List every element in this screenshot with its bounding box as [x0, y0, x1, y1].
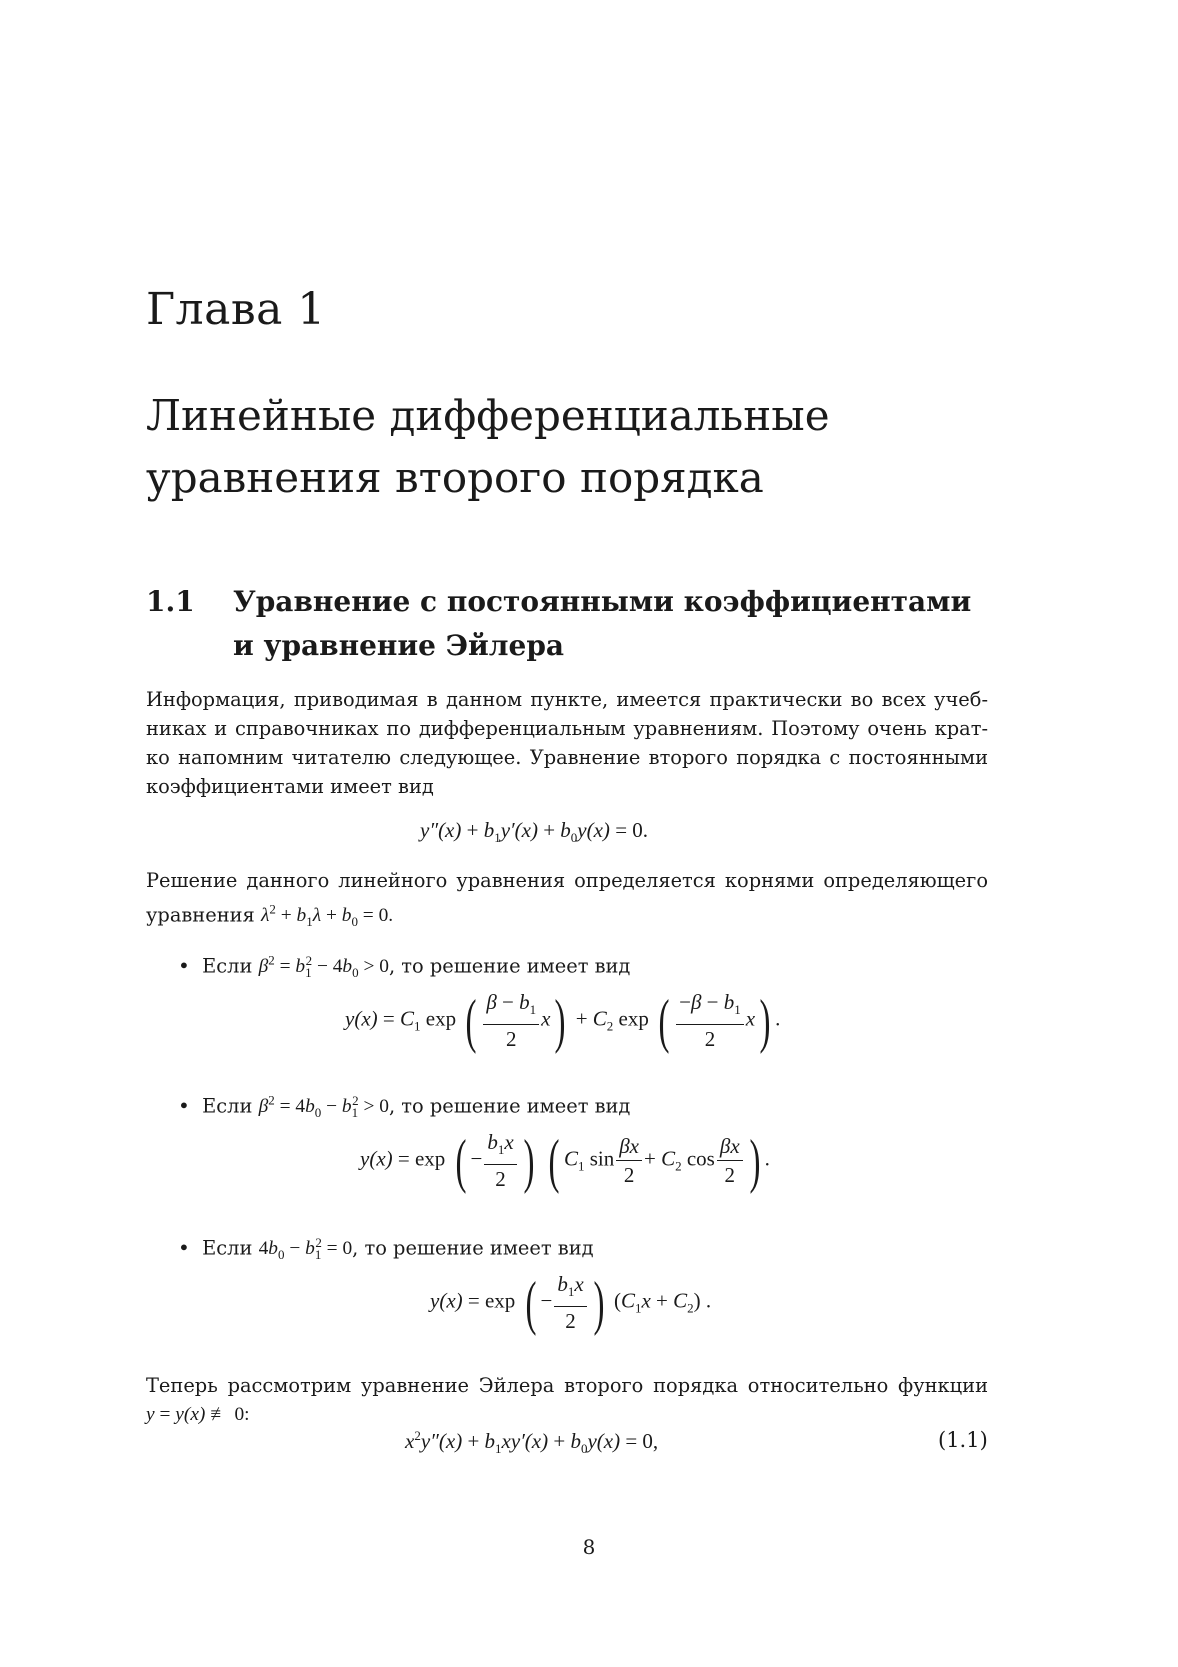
equation-constant-coefficients: $y''(x) + b_1y'(x) + b_0y(x) = 0$.: [420, 818, 649, 846]
chapter-label: Глава 1: [146, 284, 326, 335]
paragraph-solution: [146, 866, 988, 936]
section-title: [233, 580, 971, 668]
bullet-if: Если: [202, 954, 253, 978]
chapter-title: [146, 385, 830, 509]
bullet-if: Если: [202, 1094, 253, 1118]
equation-case-2: y(x) = exp ( − $\frac{b_1x}{2}$ ) ( $C_1$ sin $\frac{\beta x}{2}$ + $C_2$ cos $\frac{\beta x}{2}$ ) .: [360, 1127, 770, 1194]
paragraph-line: Теперь рассмотрим уравнение Эйлера второго порядка относительно функции: [146, 1374, 988, 1397]
characteristic-equation: $\lambda^2 + b_1\lambda + b_0 = 0$.: [260, 902, 394, 930]
bullet-case-3: [178, 1228, 594, 1269]
bullet-icon: •: [178, 953, 190, 978]
paragraph-line: Информация, приводимая в данном пункте, имеется практически во всех учеб-: [146, 688, 988, 711]
page-number: 8: [582, 1535, 596, 1559]
chapter-title-line2: уравнения второго порядка: [146, 453, 764, 502]
paragraph-intro: [146, 685, 988, 801]
bullet-case-2: [178, 1086, 630, 1127]
equation-case-3: y(x) = exp ( − $\frac{b_1x}{2}$ ) $(C_1x + C_2)$ .: [430, 1269, 712, 1336]
bullet-icon: •: [178, 1093, 190, 1118]
paragraph-line-text: уравнения: [146, 903, 255, 927]
bullet-solution: , то решение имеет вид: [388, 954, 631, 978]
condition-2: $\beta^2 = 4b_0 - b_1^2 > 0$: [258, 1093, 389, 1121]
equation-case-1: $y(x) = C_1$ exp ( $\frac{\beta - b_1}{2}$ $x) + C_2$ exp ( $\frac{-\beta - b_1}{2}$ x) .: [345, 987, 781, 1054]
section-number: 1.1: [146, 585, 195, 618]
paragraph-line: [146, 895, 988, 936]
bullet-solution: , то решение имеет вид: [388, 1094, 631, 1118]
equation-number: (1.1): [938, 1428, 988, 1452]
section-title-line2: и уравнение Эйлера: [233, 629, 565, 662]
equation-euler: $x^2y''(x) + b_1xy'(x) + b_0y(x) = 0$,: [405, 1428, 659, 1457]
bullet-case-1: [178, 946, 630, 987]
bullet-icon: •: [178, 1235, 190, 1260]
paragraph-line: ко напомним читателю следующее. Уравнение второго порядка с постоянными: [146, 746, 988, 769]
paragraph-line: никах и справочниках по дифференциальным уравнениям. Поэтому очень крат-: [146, 717, 988, 740]
paragraph-euler: [146, 1371, 988, 1429]
bullet-if: Если: [202, 1236, 253, 1260]
section-title-line1: Уравнение с постоянными коэффициентами: [233, 585, 972, 618]
condition-1: $\beta^2 = b_1^2 - 4b_0 > 0$: [258, 953, 389, 981]
euler-function-condition: y = y(x) ≢ 0:: [146, 1404, 250, 1425]
paragraph-line: Решение данного линейного уравнения определяется корнями определяющего: [146, 869, 988, 892]
chapter-title-line1: Линейные дифференциальные: [146, 391, 830, 440]
condition-3: $4b_0 - b_1^2 = 0$: [258, 1235, 353, 1263]
paragraph-line: коэффициентами имеет вид: [146, 775, 434, 798]
bullet-solution: , то решение имеет вид: [352, 1236, 594, 1260]
